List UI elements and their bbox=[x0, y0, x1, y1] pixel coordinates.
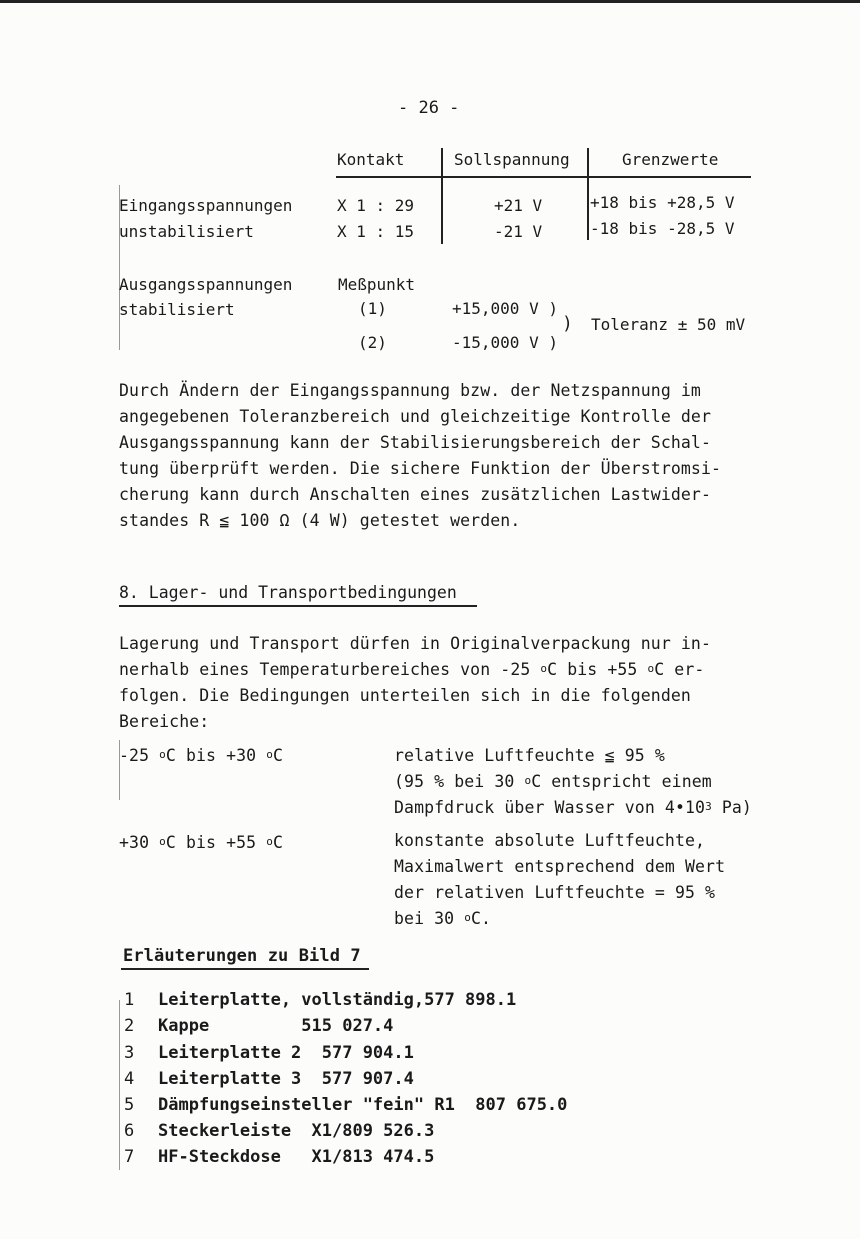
paragraph-line: folgen. Die Bedingungen unterteilen sich in die folgenden bbox=[119, 686, 691, 705]
range-description: bei 30 $^o$C. bbox=[394, 909, 492, 928]
paragraph-line: Durch Ändern der Eingangsspannung bzw. der Netzspannung im bbox=[119, 381, 701, 400]
paragraph-line: tung überprüft werden. Die sichere Funktion der Überstromsi- bbox=[119, 459, 722, 478]
page-top-edge bbox=[0, 0, 860, 3]
output-soll-cell: +15,000 V ) bbox=[452, 299, 558, 318]
output-label: Ausgangsspannungen bbox=[119, 275, 293, 294]
table-header-grenzwerte: Grenzwerte bbox=[622, 150, 719, 169]
explanations-underline bbox=[121, 968, 369, 970]
table-header-rule bbox=[336, 176, 751, 178]
range-description: Maximalwert entsprechend dem Wert bbox=[394, 857, 726, 876]
parts-list-item: 7 HF-Steckdose X1/813 474.5 bbox=[124, 1147, 435, 1167]
paragraph-line: cherung kann durch Anschalten eines zusätzlichen Lastwider- bbox=[119, 485, 711, 504]
paragraph-line: nerhalb eines Temperaturbereiches von -25 $^o$C bis +55 $^o$C er- bbox=[119, 660, 705, 679]
kontakt-cell: X 1 : 15 bbox=[337, 222, 415, 241]
paragraph-line: Lagerung und Transport dürfen in Originalverpackung nur in- bbox=[119, 634, 711, 653]
messpunkt-cell: (2) bbox=[358, 333, 387, 352]
temperature-range: -25 $^o$C bis +30 $^o$C bbox=[119, 746, 283, 765]
explanations-heading: Erläuterungen zu Bild 7 bbox=[123, 946, 361, 966]
parts-list-item: 6 Steckerleiste X1/809 526.3 bbox=[124, 1121, 435, 1141]
table-divider bbox=[587, 148, 589, 240]
margin-line bbox=[119, 1000, 120, 1170]
table-divider bbox=[441, 148, 443, 244]
input-label-sub: unstabilisiert bbox=[119, 222, 254, 241]
output-label-sub: stabilisiert bbox=[119, 300, 235, 319]
parts-list-item: 5 Dämpfungseinsteller "fein" R1 807 675.0 bbox=[124, 1095, 568, 1115]
parts-list-item: 1 Leiterplatte, vollständig,577 898.1 bbox=[124, 990, 517, 1010]
paragraph-line: standes R ≦ 100 Ω (4 W) getestet werden. bbox=[119, 511, 521, 530]
grenz-cell: +18 bis +28,5 V bbox=[590, 193, 735, 212]
range-description: Dampfdruck über Wasser von $4•10^3$ Pa) bbox=[394, 798, 752, 817]
page-number: - 26 - bbox=[398, 98, 460, 118]
soll-cell: +21 V bbox=[494, 196, 543, 215]
messpunkt-header: Meßpunkt bbox=[338, 275, 416, 294]
paragraph-line: angegebenen Toleranzbereich und gleichzeitige Kontrolle der bbox=[119, 407, 711, 426]
paragraph-line: Bereiche: bbox=[119, 712, 210, 731]
soll-cell: -21 V bbox=[494, 222, 543, 241]
parts-list-item: 2 Kappe 515 027.4 bbox=[124, 1016, 394, 1036]
parts-list-item: 3 Leiterplatte 2 577 904.1 bbox=[124, 1043, 414, 1063]
output-soll-cell: -15,000 V ) bbox=[452, 333, 558, 352]
range-description: (95 % bei 30 $^o$C entspricht einem bbox=[394, 772, 712, 791]
toleranz-text: Toleranz ± 50 mV bbox=[591, 315, 746, 334]
section-heading: 8. Lager- und Transportbedingungen bbox=[119, 583, 457, 602]
messpunkt-cell: (1) bbox=[358, 299, 387, 318]
temperature-range: +30 $^o$C bis +55 $^o$C bbox=[119, 833, 283, 852]
range-description: konstante absolute Luftfeuchte, bbox=[394, 831, 706, 850]
table-header-sollspannung: Sollspannung bbox=[454, 150, 570, 169]
range-description: der relativen Luftfeuchte = 95 % bbox=[394, 883, 716, 902]
kontakt-cell: X 1 : 29 bbox=[337, 196, 415, 215]
input-label: Eingangsspannungen bbox=[119, 196, 293, 215]
parts-list-item: 4 Leiterplatte 3 577 907.4 bbox=[124, 1069, 414, 1089]
range-description: relative Luftfeuchte ≦ 95 % bbox=[394, 746, 665, 765]
brace: ) bbox=[562, 313, 573, 334]
grenz-cell: -18 bis -28,5 V bbox=[590, 219, 735, 238]
paragraph-line: Ausgangsspannung kann der Stabilisierungsbereich der Schal- bbox=[119, 433, 711, 452]
section-heading-underline bbox=[119, 605, 477, 607]
table-header-kontakt: Kontakt bbox=[337, 150, 405, 169]
